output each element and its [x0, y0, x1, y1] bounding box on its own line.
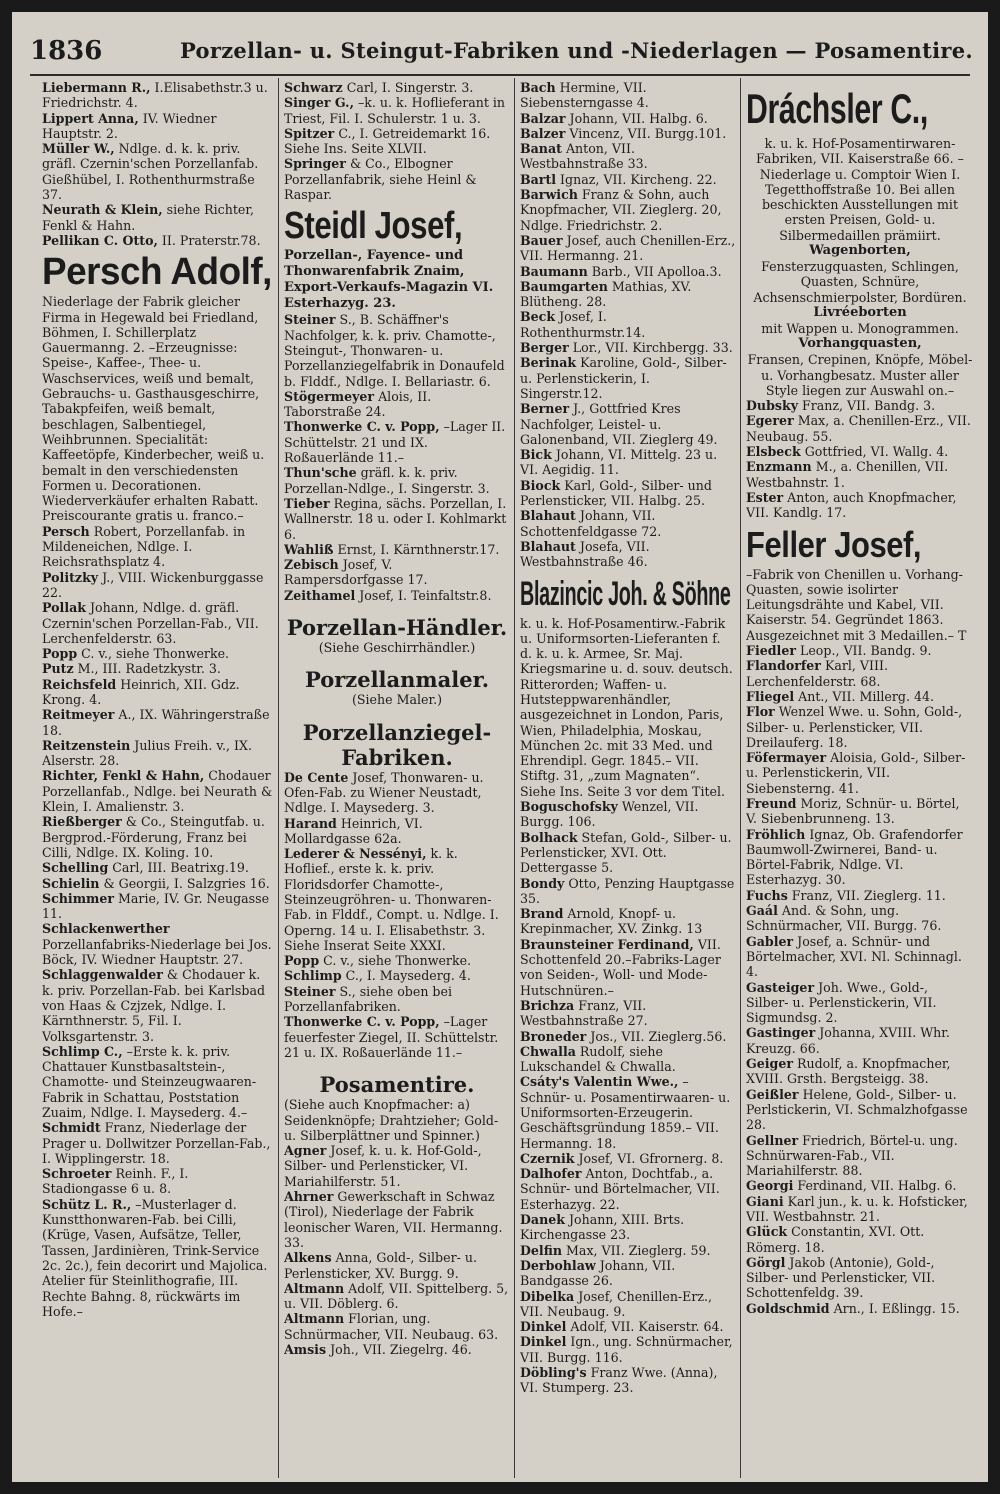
entry: Schlimp C., –Erste k. k. priv. Chattauer Kunstbasaltstein-, Chamotte- und Steinzeugwaaren-Fabrik in Schattau, Poststation Zuaim, Ndlge. I. Maysederg. 4.–: [42, 1043, 257, 1120]
section-heading: Porzellanmaler.: [304, 667, 490, 693]
entry: Steiner S., B. Schäffner's Nachfolger, k. k. priv. Chamotte-, Steingut-, Thonwaren- u. Porzellanziegelfabrik in Donaufeld b. Flddf., Ndlge. I. Bellariastr. 6.: [284, 312, 505, 389]
advert-text: mit Wappen u. Monogrammen.: [761, 320, 959, 336]
entry: Broneder Jos., VII. Zieglerg.56.: [520, 1028, 727, 1044]
entry: Stögermeyer Alois, II. Taborstraße 24.: [284, 388, 432, 420]
entry: Ester Anton, auch Knopfmacher, VII. Kandlg. 17.: [746, 489, 957, 521]
entry: Czernik Josef, VI. Gfrornerg. 8.: [520, 1150, 724, 1166]
entry: Lederer & Nessényi, k. k. Hoflief., erste k. k. priv. Floridsdorfer Chamotte-, Steinzeugröhren- u. Thonwaren-Fab. in Flddf., Compt. u. Ndlge. I. Operng. 14 u. I. Elisabethstr. 3. Siehe Inserat Seite XXXI.: [284, 846, 499, 953]
entry: Derbohlaw Johann, VII. Bandgasse 26.: [520, 1257, 676, 1289]
entry: Dinkel Ign., ung. Schnürmacher, VII. Burgg. 116.: [520, 1334, 733, 1365]
entry: Putz M., III. Radetzkystr. 3.: [42, 661, 221, 677]
entry: Müller W., Ndlge. d. k. k. priv. gräfl. Czernin'schen Porzellanfab. Gießhübel, I. Rothenthurmstraße 37.: [42, 141, 259, 203]
entry: Gastinger Johanna, XVIII. Whr. Kreuzg. 66.: [746, 1025, 950, 1056]
entry: Spitzer C., I. Getreidemarkt 16. Siehe Ins. Seite XLVII.: [284, 125, 491, 157]
entry: Harand Heinrich, VI. Mollardgasse 62a.: [284, 815, 423, 846]
section-heading: Porzellanziegel-Fabriken.: [302, 719, 492, 770]
entry: Richter, Fenkl & Hahn, Chodauer Porzellanfab., Ndlge. bei Neurath & Klein, I. Amalienstr. 3.: [42, 768, 273, 815]
page-header: [30, 34, 973, 70]
entry: Politzky J., VIII. Wickenburggasse 22.: [42, 569, 264, 600]
entry: Amsis Joh., VII. Ziegelrg. 46.: [284, 1342, 472, 1357]
entry: Schlaggenwalder & Chodauer k. k. priv. Porzellan-Fab. bei Karlsbad von Haas & Czjzek, Ndlge. I. Kärnthnerstr. 5, Fil. I. Volksgartenstr. 3.: [42, 967, 266, 1044]
column-3: [520, 80, 736, 1475]
entry: Blahaut Josefa, VII. Westbahnstraße 46.: [520, 538, 650, 570]
entry: Bartl Ignaz, VII. Kircheng. 22.: [520, 171, 717, 187]
entry: Chwalla Rudolf, siehe Lukschandel & Chwalla.: [520, 1043, 676, 1075]
entry: Balzar Johann, VII. Halbg. 6.: [520, 110, 708, 126]
page-title: Porzellan- u. Steingut-Fabriken und -Niederlagen — Posamentire.: [180, 38, 973, 63]
entry: Zebisch Josef, V. Rampersdorfgasse 17.: [284, 557, 428, 588]
entry: Gasteiger Joh. Wwe., Gold-, Silber- u. Perlenstickerin, VII. Sigmundsg. 2.: [746, 979, 937, 1026]
entry: Thonwerke C. v. Popp, –Lager feuerfester Ziegel, II. Schüttelstr. 21 u. IX. Roßauerlände 11.–: [284, 1014, 499, 1060]
entry: Popp C. v., siehe Thonwerke.: [284, 953, 472, 969]
advert-subheading: Wagenborten,: [809, 243, 911, 259]
section-heading: Posamentire.: [319, 1072, 475, 1098]
entry: Reitzenstein Julius Freih. v., IX. Alserstr. 28.: [42, 737, 252, 769]
entry: Alkens Anna, Gold-, Silber- u. Perlensticker, XV. Burgg. 9.: [284, 1250, 477, 1281]
entry: Persch Robert, Porzellanfab. in Mildeneichen, Ndlge. I. Reichsrathsplatz 4.: [42, 523, 246, 570]
entry: Berner J., Gottfried Kres Nachfolger, Leistel- u. Galonenband, VII. Zieglerg 49.: [520, 401, 718, 447]
entry: Elsbeck Gottfried, VI. Wallg. 4.: [746, 444, 949, 460]
entry: Döbling's Franz Wwe. (Anna), VI. Stumperg. 23.: [520, 1365, 718, 1396]
entry: Braunsteiner Ferdinand, VII. Schottenfeld 20.–Fabriks-Lager von Seiden-, Woll- und Mode-Hutschnüren.–: [520, 936, 721, 998]
entry: Csáty's Valentin Wwe., –Schnür- u. Posamentirwaaren- u. Uniformsorten-Erzeugerin. Geschäftsgründung 1859.– VII. Hermanng. 18.: [520, 1074, 731, 1151]
entry: Gabler Josef, a. Schnür- und Börtelmacher, XVI. Nl. Schinnagl. 4.: [746, 933, 962, 980]
entry: Fliegel Ant., VII. Millerg. 44.: [746, 688, 935, 704]
entry: Beck Josef, I. Rothenthurmstr.14.: [520, 309, 646, 340]
entry: Brichza Franz, VII. Westbahnstraße 27.: [520, 997, 648, 1029]
entry: Biock Karl, Gold-, Silber- und Perlensticker, VII. Halbg. 25.: [520, 477, 712, 509]
section-heading: Porzellan-Händler.: [286, 615, 508, 641]
entry: Gaál And. & Sohn, ung. Schnürmacher, VII. Burgg. 76.: [746, 903, 942, 934]
advert-text: –Fabrik von Chenillen u. Vorhang-Quasten, sowie isolirter Leitungsdrähte und Kabel, VII. Kaiserstr. 54. Gegründet 1863. Ausgezeichnet mit 3 Medaillen.– T: [746, 566, 967, 643]
entry: Bick Johann, VI. Mittelg. 23 u. VI. Aegidig. 11.: [520, 447, 718, 478]
entry: Goldschmid Arn., I. Eßlingg. 15.: [746, 1300, 960, 1316]
entry: Pellikan C. Otto, II. Praterstr.78.: [42, 232, 261, 248]
entry: Balzer Vincenz, VII. Burgg.101.: [520, 125, 727, 141]
entry: Dibelka Josef, Chenillen-Erz., VII. Neubaug. 9.: [520, 1288, 713, 1319]
column-divider: [514, 78, 515, 1478]
advert-text: Fensterzugquasten, Schlingen, Quasten, Schnüre, Achsenschmierpolster, Bordüren.: [753, 259, 967, 305]
entry: Schelling Carl, III. Beatrixg.19.: [42, 860, 249, 876]
advert-heading: Dráchsler C.,: [746, 85, 928, 132]
advert-heading: Steidl Josef,: [284, 205, 463, 248]
advert-heading: Persch Adolf,: [42, 251, 272, 294]
entry: Tieber Regina, sächs. Porzellan, I. Wallnerstr. 18 u. oder I. Kohlmarkt 6.: [284, 495, 507, 542]
entry: Rießberger & Co., Steingutfab. u. Bergprod.-Förderung, Franz bei Cilli, Ndlge. IX. Koling. 10.: [42, 814, 265, 860]
entry: Bach Hermine, VII. Siebensterngasse 4.: [520, 80, 649, 111]
entry: Dubsky Franz, VII. Bandg. 3.: [746, 398, 936, 414]
entry: Zeithamel Josef, I. Teinfaltstr.8.: [284, 587, 492, 603]
entry: Dinkel Adolf, VII. Kaiserstr. 64.: [520, 1319, 724, 1335]
section-note: (Siehe Geschirrhändler.): [318, 640, 476, 656]
page-number: 1836: [30, 36, 103, 66]
entry: Fröhlich Ignaz, Ob. Grafendorfer Baumwoll-Zwirnerei, Band- u. Börtel-Fabrik, Ndlge. VI. Esterhazyg. 30.: [746, 826, 963, 888]
advert-text: k. u. k. Hof-Posamentirwaren-Fabriken, VII. Kaiserstraße 66. –Niederlage u. Comptoir Wien I. Tegetthoffstraße 10. Bei allen beschickten Ausstellungen mit ersten Preisen, Gold- u. Silbermedaillen prämiirt.: [756, 136, 964, 243]
advert-text: k. u. k. Hof-Posamentirw.-Fabrik u. Uniformsorten-Lieferanten f. d. k. u. k. Armee, Sr. Maj. Kriegsmarine u. d. souv. deutsch. Ritterorden; Waffen- u. Hutsteppwarenhändler, ausgezeichnet in London, Paris, Wien, Philadelphia, Moskau, München 2c. mit 33 Med. und Ehrendipl. Gegr. 1845.– VII. Stiftg. 31, „zum Magnaten“. Siehe Ins. Seite 3 vor dem Titel.: [520, 615, 733, 799]
entry: Görgl Jakob (Antonie), Gold-, Silber- und Perlensticker, VII. Schottenfeldg. 39.: [746, 1254, 936, 1301]
entry: Schroeter Reinh. F., I. Stadiongasse 6 u. 8.: [42, 1166, 189, 1197]
entry: Reichsfeld Heinrich, XII. Gdz. Krong. 4.: [42, 676, 240, 707]
entry: Springer & Co., Elbogner Porzellanfabrik, siehe Heinl & Raspar.: [284, 156, 477, 203]
entry: Bolhack Stefan, Gold-, Silber- u. Perlensticker, XVI. Ott. Dettergasse 5.: [520, 829, 732, 876]
column-divider: [278, 78, 279, 1478]
advert-subheading: Vorhangquasten,: [798, 336, 922, 352]
entry: Freund Moriz, Schnür- u. Börtel, V. Siebenbrunneng. 13.: [746, 795, 960, 827]
entry: Flandorfer Karl, VIII. Lerchenfelderstr. 68.: [746, 658, 888, 689]
entry: Popp C. v., siehe Thonwerke.: [42, 646, 230, 662]
entry: Berinak Karoline, Gold-, Silber- u. Perlenstickerin, I. Singerstr.12.: [520, 355, 727, 401]
entry: Giani Karl jun., k. u. k. Hofsticker, VII. Westbahnstr. 21.: [746, 1193, 968, 1224]
column-2: [284, 80, 510, 1475]
entry: Altmann Adolf, VII. Spittelberg. 5, u. VII. Döblerg. 6.: [284, 1280, 509, 1312]
entry: Brand Arnold, Knopf- u. Krepinmacher, XV. Zinkg. 13: [520, 906, 703, 937]
column-4: [746, 80, 974, 1475]
advert-text: Porzellan-, Fayence- und Thonwarenfabrik Znaim, Export-Verkaufs-Magazin VI. Esterhazyg. 23.: [284, 248, 494, 312]
entry: Bauer Josef, auch Chenillen-Erz., VII. Hermanng. 21.: [520, 232, 736, 264]
entry: Baumann Barb., VII Apolloa.3.: [520, 263, 722, 279]
entry: Danek Johann, XIII. Brts. Kirchengasse 23.: [520, 1212, 685, 1243]
entry: Gellner Friedrich, Börtel-u. ung. Schnürwaren-Fab., VII. Mariahilferstr. 88.: [746, 1132, 958, 1179]
entry: Thonwerke C. v. Popp, –Lager II. Schüttelstr. 21 und IX. Roßauerlände 11.–: [284, 419, 506, 466]
entry: Geißler Helene, Gold-, Silber- u. Perlstickerin, VI. Schmalzhofgasse 28.: [746, 1086, 968, 1133]
advert-text: Niederlage der Fabrik gleicher Firma in Hegewald bei Friedland, Böhmen, I. Schillerplatz Gauermanng. 2. –Erzeugnisse: Speise-, Kaffee-, Thee- u. Waschservices, weiß und bemalt, Gebrauchs- u. Gasthausgeschirre, Tabakpfeifen, weiß bemalt, beschlagen, Salbentiegel, Weihbrunnen. Specialität: Kaffeetöpfe, Kinderbecher, weiß u. bemalt in den verschiedensten Formen u. Decorationen. Wiederverkäufer erhalten Rabatt. Preiscourante gratis u. franco.–: [42, 294, 265, 524]
entry: Baumgarten Mathias, XV. Blütheng. 28.: [520, 278, 692, 310]
section-note: (Siehe auch Knopfmacher: a) Seidenknöpfe; Drahtzieher; Gold- u. Silberplättner und Spinner.): [284, 1097, 499, 1143]
directory-page: [12, 12, 988, 1482]
entry: Reitmeyer A., IX. Währingerstraße 18.: [42, 707, 270, 738]
section-note: (Siehe Maler.): [351, 692, 443, 708]
entry: Egerer Max, a. Chenillen-Erz., VII. Neubaug. 55.: [746, 413, 971, 444]
entry: Boguschofsky Wenzel, VII. Burgg. 106.: [520, 799, 699, 830]
entry: Georgi Ferdinand, VII. Halbg. 6.: [746, 1178, 957, 1194]
entry: Ahrner Gewerkschaft in Schwaz (Tirol), Niederlage der Fabrik leonischer Waren, VII. Hermanng. 33.: [284, 1189, 503, 1250]
entry: Schielin & Georgii, I. Salzgries 16.: [42, 875, 270, 891]
entry: Föfermayer Aloisia, Gold-, Silber- u. Perlenstickerin, VII. Siebensterng. 41.: [746, 750, 966, 796]
entry: Lippert Anna, IV. Wiedner Hauptstr. 2.: [42, 110, 217, 141]
entry: De Cente Josef, Thonwaren- u. Ofen-Fab. zu Wiener Neustadt, Ndlge. I. Maysederg. 3.: [284, 769, 484, 816]
header-rule: [30, 74, 970, 76]
entry: Steiner S., siehe oben bei Porzellanfabriken.: [284, 983, 452, 1015]
entry: Dalhofer Anton, Dochtfab., a. Schnür- und Börtelmacher, VII. Esterhazyg. 22.: [520, 1166, 720, 1212]
entry: Flor Wenzel Wwe. u. Sohn, Gold-, Silber- u. Perlensticker, VII. Dreilauferg. 18.: [746, 704, 963, 750]
entry: Glück Constantin, XVI. Ott. Römerg. 18.: [746, 1224, 925, 1255]
entry: Schmidt Franz, Niederlage der Prager u. Dollwitzer Porzellan-Fab., I. Wipplingerstr. 18.: [42, 1120, 271, 1166]
entry: Fuchs Franz, VII. Zieglerg. 11.: [746, 887, 946, 903]
entry: Fiedler Leop., VII. Bandg. 9.: [746, 643, 932, 659]
entry: Geiger Rudolf, a. Knopfmacher, XVIII. Grsth. Bergsteigg. 38.: [746, 1056, 951, 1087]
entry: Banat Anton, VII. Westbahnstraße 33.: [520, 141, 648, 172]
entry: Bondy Otto, Penzing Hauptgasse 35.: [520, 875, 735, 906]
entry: Agner Josef, k. u. k. Hof-Gold-, Silber- und Perlensticker, VI. Mariahilferstr. 51.: [284, 1143, 482, 1189]
entry: Liebermann R., I.Elisabethstr.3 u. Friedrichstr. 4.: [42, 80, 268, 111]
entry: Schütz L. R., –Musterlager d. Kunstthonwaren-Fab. bei Cilli, (Krüge, Vasen, Aufsätze, Teller, Tassen, Jardinièren, Trink-Service 2c. 2c.), fein decorirt und Majolica. Atelier für Steinlithografie, III. Rechte Bahng. 8, rückwärts im Hofe.–: [42, 1196, 268, 1319]
advert-text: Fransen, Crepinen, Knöpfe, Möbel- u. Vorhangbesatz. Muster aller Style liegen zur Auswahl on.–: [747, 352, 973, 398]
entry: Neurath & Klein, siehe Richter, Fenkl & Hahn.: [42, 202, 254, 233]
entry: Pollak Johann, Ndlge. d. gräfl. Czernin'schen Porzellan-Fab., VII. Lerchenfelderstr. 63.: [42, 600, 259, 646]
entry: Thun'sche gräfl. k. k. priv. Porzellan-Ndlge., I. Singerstr. 3.: [284, 465, 490, 496]
entry: Berger Lor., VII. Kirchbergg. 33.: [520, 340, 733, 356]
column-divider: [740, 78, 741, 1478]
entry: Blahaut Johann, VII. Schottenfeldgasse 72.: [520, 508, 662, 539]
entry: Barwich Franz & Sohn, auch Knopfmacher, VII. Zieglerg. 20, Ndlge. Friedrichstr. 2.: [520, 187, 722, 233]
advert-subheading: Livréeborten: [813, 304, 907, 320]
entry: Singer G., –k. u. k. Hoflieferant in Triest, Fil. I. Schulerstr. 1 u. 3.: [284, 95, 506, 126]
entry: Altmann Florian, ung. Schnürmacher, VII. Neubaug. 63.: [284, 1311, 499, 1342]
advert-heading: Blazincic Joh. & Söhne: [520, 574, 731, 613]
entry: Wahliß Ernst, I. Kärnthnerstr.17.: [284, 541, 500, 557]
entry: Enzmann M., a. Chenillen, VII. Westbahnstr. 1.: [746, 459, 949, 490]
entry: Schlackenwerther Porzellanfabriks-Niederlage bei Jos. Böck, IV. Wiedner Hauptstr. 27.: [42, 921, 272, 968]
advert-heading: Feller Josef,: [746, 523, 922, 565]
entry: Schlimp C., I. Maysederg. 4.: [284, 968, 471, 984]
entry: Delfin Max, VII. Zieglerg. 59.: [520, 1242, 711, 1258]
entry: Schwarz Carl, I. Singerstr. 3.: [284, 80, 474, 95]
column-1: [42, 80, 274, 1475]
entry: Schimmer Marie, IV. Gr. Neugasse 11.: [42, 890, 270, 922]
